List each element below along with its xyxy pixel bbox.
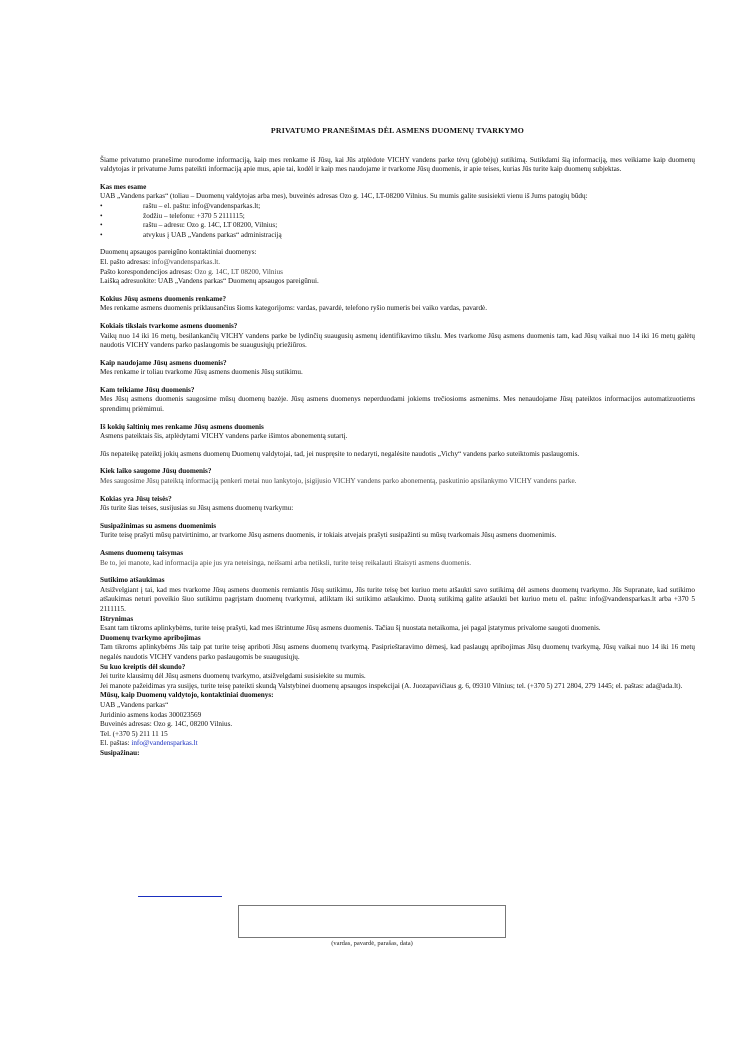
complaint-text: Jei turite klausimų dėl Jūsų asmens duomenų tvarkymo, atsižvelgdami susisiekite su mumis. — [100, 672, 366, 681]
document-page — [100, 126, 695, 758]
complaint-authority-text: Jei manote pažeidimas yra susijęs, turite teisę pateikti skundą Valstybinei duomenų apsaugos inspekcijai (A. Juozapavičiaus g. 6, 09310 Vilnius; tel. (+370 5) 271 2804, 279 1445; el. paštas: ada@ada.lt). — [100, 681, 683, 690]
who-heading: Kas mes esame — [100, 182, 147, 191]
controller-heading: Mūsų, kaip Duomenų valdytojo, kontaktiniai duomenys: — [100, 691, 274, 700]
section — [100, 495, 695, 514]
section-text: Mes renkame ir toliau tvarkome Jūsų asmens duomenis Jūsų sutikimu. — [100, 368, 303, 377]
section — [100, 359, 695, 378]
contact-item — [100, 231, 695, 241]
contact-item-text: žodžiu – telefonu: +370 5 2111115; — [143, 211, 245, 220]
section-text: Mes renkame asmens duomenis priklausančius šioms kategorijoms: vardas, pavardė, telefono ryšio numeris bei vaiko vardas, pavardė. — [100, 304, 488, 313]
section-heading: Iš kokių šaltinių mes renkame Jūsų asmens duomenis — [100, 422, 264, 431]
restriction-heading: Duomenų tvarkymo apribojimas — [100, 633, 201, 642]
document-title: PRIVATUMO PRANEŠIMAS DĖL ASMENS DUOMENŲ TVARKYMO — [270, 126, 525, 135]
section-text: Vaikų nuo 14 iki 16 metų, besilankančių VICHY vandens parke be lydinčių suaugusių asmenų identifikavimo tikslu. Mes tvarkome Jūsų asmens duomenis tam, kad Jūsų vaikai nuo 14 iki 16 metų galėtų naudotis VICHY vandens parko paslaugomis be suaugusiųjų priežiūros. — [100, 331, 695, 350]
dpo-heading: Duomenų apsaugos pareigūno kontaktiniai duomenys: — [100, 248, 257, 257]
signature-line[interactable] — [138, 896, 222, 897]
acknowledged-label: Susipažinau: — [100, 748, 140, 757]
dpo-letter-label: Laišką adresuokite: — [100, 277, 157, 286]
complaint-heading: Su kuo kreiptis dėl skundo? — [100, 662, 186, 671]
section — [100, 522, 695, 541]
section-text: Turite teisę prašyti mūsų patvirtinimo, ar tvarkome Jūsų asmens duomenis, ir tokiais atvejais prašyti susipažinti su mūsų tvarkomais Jūsų asmens duomenimis. — [100, 531, 557, 540]
dpo-section — [100, 248, 695, 286]
intro-paragraph: Šiame privatumo pranešime nurodome informaciją, kaip mes renkame iš Jūsų, kai Jūs atplėdote VICHY vandens parke tėvų (globėjų) sutikimą. Sutikdami šią informaciją, mes veikiame kaip duomenų valdytojas ir privatume Jums pateikti informaciją apie mus, apie tai, kodėl ir kaip mes naudojame ir tvarkome Jūsų duomenis, ir apie teises, kurias Jūs turite kaip duomenų subjektas. — [100, 155, 695, 174]
controller-address: Buveinės adresas: Ozo g. 14C, 08200 Vilnius. — [100, 720, 233, 729]
signature-field[interactable] — [238, 905, 506, 938]
bullet: • — [100, 211, 103, 220]
section-heading: Kam teikiame Jūsų duomenis? — [100, 385, 195, 394]
section-heading: Kokius Jūsų asmens duomenis renkame? — [100, 294, 227, 303]
controller-name: UAB „Vandens parkas“ — [100, 700, 169, 709]
restriction-text: Tam tikroms aplinkybėms Jūs taip pat turite teisę apriboti Jūsų asmens duomenų tvarkymą. Pasiprieštaravimo dėmesį, kad paslaugų apribojimas Jūsų duomenų tvarkymą, Jūsų vaikai nuo 14 iki 16 metų negalės naudotis VICHY vandens parko paslaugomis be suaugusiųjų. — [100, 643, 695, 661]
section — [100, 295, 695, 314]
section-heading: Kaip naudojame Jūsų asmens duomenis? — [100, 358, 227, 367]
contact-item-text: raštu – adresu: Ozo g. 14C, LT 08200, Vilnius; — [143, 221, 278, 230]
bullet: • — [100, 230, 103, 239]
contact-item-text: raštu – el. paštu: info@vandensparkas.lt; — [143, 201, 261, 210]
dpo-post-value: Ozo g. 14C, LT 08200, Vilnius — [192, 267, 283, 276]
contact-item — [100, 202, 695, 212]
section — [100, 322, 695, 351]
section-heading: Kokiais tikslais tvarkome asmens duomenis? — [100, 321, 238, 330]
bullet: • — [100, 201, 103, 210]
contact-item — [100, 212, 695, 222]
section-text: Jūs nepateikę pateiktį jokių asmens duomenų Duomenų valdytojai, tad, jei nuspręsite to nedaryti, negalėsite naudotis „Vichy“ vandens parko suteiktomis paslaugomis. — [100, 449, 580, 458]
erasure-text: Esant tam tikroms aplinkybėms, turite teisę prašyti, kad mes ištrintume Jūsų asmens duomenis. Tačiau šį nuostata netaikoma, jei pagal įstatymus privalome saugoti duomenis. — [100, 624, 601, 633]
section — [100, 450, 695, 460]
section-heading: Susipažinimas su asmens duomenimis — [100, 521, 217, 530]
signature-caption: (vardas, pavardė, parašas, data) — [331, 940, 413, 947]
who-section — [100, 183, 695, 241]
contact-item-text: atvykus į UAB „Vandens parkas“ administraciją — [143, 230, 282, 239]
section-heading: Asmens duomenų taisymas — [100, 549, 184, 557]
section-text: Be to, jei manote, kad informacija apie jus yra neteisinga, neišsami arba netiksli, turite teisę reikalauti ištaisyti asmens duomenis. — [100, 558, 472, 567]
withdraw-heading: Sutikimo atšaukimas — [100, 576, 165, 585]
controller-phone: Tel. (+370 5) 211 11 15 — [100, 729, 168, 738]
section — [100, 386, 695, 415]
rights-details — [100, 576, 695, 758]
erasure-heading: Ištrynimas — [100, 614, 134, 623]
section — [100, 467, 695, 486]
dpo-post-label: Pašto korespondencijos adresas: — [100, 267, 193, 276]
section-text: Asmens pateiktais šis, atplėdytami VICHY vandens parke išimtos abonementą sutartį. — [100, 432, 348, 441]
controller-email-label: El. paštas: — [100, 739, 132, 748]
contact-item — [100, 221, 695, 231]
who-text: UAB „Vandens parkas“ (toliau – Duomenų valdytojas arba mes), buveinės adresas Ozo g. 14C, LT-08200 Vilnius. Su mumis galite susisiekti vienu iš Jums patogių būdų: — [100, 192, 588, 201]
section-text: Jūs turite šias teises, susijusias su Jūsų asmens duomenų tvarkymu: — [100, 504, 294, 513]
dpo-letter-value: UAB „Vandens parkas“ Duomenų apsaugos pareigūnui. — [156, 277, 319, 286]
controller-code: Juridinio asmens kodas 300023569 — [100, 710, 202, 719]
dpo-email-value: info@vandensparkas.lt. — [150, 257, 221, 266]
dpo-email-label: El. pašto adresas: — [100, 257, 151, 266]
section — [100, 549, 695, 568]
section-text: Mes saugosime Jūsų pateiktą informaciją penkeri metai nuo lankytojo, įsigijusio VICHY vandens parko abonementą, paskutinio apsilankymo VICHY vandens parke. — [100, 477, 577, 486]
section-heading: Kokias yra Jūsų teisės? — [100, 494, 172, 503]
section-text: Mes Jūsų asmens duomenis saugosime mūsų duomenų bazėje. Jūsų asmens duomenys neperduodami jokiems trečiosioms asmenims. Mes nenaudojame Jūsų pateiktos informacijos automatizuotiems sprendimų priėmimui. — [100, 395, 695, 414]
section — [100, 423, 695, 442]
withdraw-text: Atsižvelgiant į tai, kad mes tvarkome Jūsų asmens duomenis remiantis Jūsų sutikimu, Jūs turite teisę bet kuriuo metu atšaukti savo sutikimą dėl asmens duomenų tvarkymo. Jūs Supranate, kad sutikimo atšaukimas neturi poveikio šiuo sutikimu pagrįstam duomenų tvarkymui, atliktam iki sutikimo atšaukimo. Duotą sutikimą galite atšaukti bet kuriuo metu el. paštu: info@vandensparkas.lt arba +370 5 2111115. — [100, 585, 695, 613]
section-heading: Kiek laiko saugome Jūsų duomenis? — [100, 467, 212, 476]
controller-email-link[interactable]: info@vandensparkas.lt — [131, 739, 198, 748]
bullet: • — [100, 221, 103, 230]
